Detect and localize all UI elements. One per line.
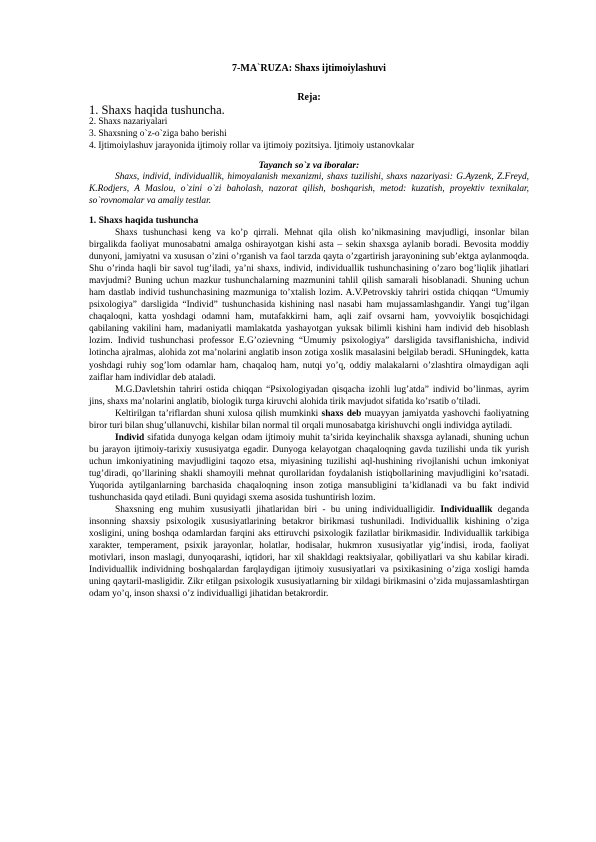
plan-item: 4. Ijtimoiylashuv jarayonida ijtimoiy rollar va ijtimoiy pozitsiya. Ijtimoiy ustanovkalar (89, 140, 415, 151)
paragraph (89, 408, 529, 432)
section-body (89, 227, 529, 600)
plan-list (89, 104, 529, 152)
paragraph-text: sifatida dunyoga kelgan odam ijtimoiy muhit ta’sirida keyinchalik shaxsga aylanadi, shuning uchun bu jarayon ijtimoiy-tarixiy xususiyatga egadir. Dunyoga kelayotgan chaqaloqning gavda tuzilishi unda tik yurish uchun imkoniyatining mavjudligini taqozo etsa, miyasining tuzilishi aql-hushining rivojlanishi uchun imkoniyat tug’diradi, qo’llarining shakli shamoyili mehnat qurollaridan foydalanish istiqbollarining mavjudligini ko’rsatadi. Yuqorida aytilganlarning barchasida chaqaloqning inson zotiga mansubligini ta’kidlanadi va bu fakt individ tushunchasida qayd etiladi. Buni quyidagi sxema asosida tushuntirish lozim. (89, 432, 529, 504)
plan-item: 3. Shaxsning o`z-o`ziga baho berishi (89, 128, 227, 139)
paragraph-text: Shaxsning eng muhim xususiyatli jihatlaridan biri - bu uning individualligidir. (115, 505, 435, 516)
paragraph (89, 504, 529, 600)
plan-item: 2. Shaxs nazariyalari (89, 117, 168, 127)
plan-item: 1. Shaxs haqida tushuncha. (89, 103, 225, 117)
plan-heading: Reja: (297, 92, 321, 103)
paragraph-text: Keltirilgan ta’riflardan shuni xulosa qilish mumkinki (115, 408, 319, 419)
paragraph-text: deganda insonning shaxsiy psixologik xususiyatlarining betakror birikmasi tushuniladi. Individuallik kishining o’ziga xosligini, uning boshqa odamlardan farqini aks ettiruvchi psixologik fazilatlar birikmasidir. Individuallik tarkibiga xarakter, temperament, psixik jarayonlar, holatlar, hodisalar, hukmron xususiyatlar yig’indisi, iroda, faoliyat motivlari, inson maslagi, dunyoqarashi, iqtidori, har xil shakldagi reaktsiyalar, qobiliyatlari va shu kabilar kiradi. Individuallik individning boshqalardan farqlaydigan ijtimoiy xususiyatlari va psixikasining o’ziga xosligi hamda uning qaytaril-masligidir. Zikr etilgan psixologik xususiyatlarning bir xildagi birikmasini o’zida mujassamlashtirgan odam yo’q, inson shaxsi o’z individualligi jihatidan betakrordir. (89, 505, 530, 600)
lecture-title: 7-MA`RUZA: Shaxs ijtimoiylashuvi (232, 63, 386, 74)
bold-term: Individ (115, 432, 145, 443)
section-heading: 1. Shaxs haqida tushuncha (89, 215, 199, 226)
paragraph: Shaxs tushunchasi keng va ko’p qirrali. Mehnat qila olish ko’nikmasining mavjudligi, insonlar bilan birgalikda faoliyat munosabatni amalga oshirayotgan kishi asta – sekin shaxsga aylanib boradi. Bevosita moddiy dunyoni, jamiyatni va xususan o’zini o’rganish va faol tarzda qayta o’zgartirish jarayonining sub’ektga aylanmoqda. Shu o’rinda haqli bir savol tug’iladi, ya’ni shaxs, individ, individuallik tushunchasining o’zaro bog’liqlik jihatlari mavjudmi? Buning uchun mazkur tushunchalarning mazmunini tahlil qilish samarali hisoblanadi. Shuning uchun ham dastlab individ tushunchasining mazmuniga to’xtalish lozim. A.V.Petrovskiy tahriri ostida chiqqan “Umumiy psixologiya” darsligida “Individ” tushunchasida kishining nasl nasabi ham mujassamlashgandir. Yangi tug’ilgan chaqaloqni, katta yoshdagi odamni ham, mutafakkirni ham, aqli zaif ovsarni ham, yovvoiylik bosqichidagi qabilaning vakilini ham, madaniyatli mamlakatda yashayotgan yuksak bilimli kishini ham individ deb hisoblash lozim. Individ tushunchasi professor E.G’ozievning “Umumiy psixologiya” darsligida tavsiflanishicha, individ lotincha ajralmas, alohida zot ma’nolarini anglatib inson zotiga xoslik masalasini belgilab beradi. SHuningdek, katta yoshdagi ruhiy sog’lom odamlar ham, chaqaloq ham, nutqi yo’q, oddiy malakalarni o’zlashtira olmaydigan aqli zaiflar ham individlar deb ataladi. (89, 228, 529, 383)
paragraph: M.G.Davletshin tahriri ostida chiqqan “Psixologiyadan qisqacha izohli lug’atda” individ bo’linmas, ayrim jins, shaxs ma’nolarini anglatib, biologik turga kiruvchi alohida tirik mavjudot sifatida ko’rsatib o’tiladi. (89, 384, 529, 407)
bold-term: shaxs deb (321, 408, 362, 419)
bold-term: Individuallik (440, 505, 493, 516)
paragraph (89, 432, 529, 504)
paragraph-text: muayyan jamiyatda yashovchi faoliyatning biror turi bilan shug’ullanuvchi, kishilar bilan normal til orqali munosabatga kirishuvchi ongli individga aytiladi. (89, 408, 529, 431)
keywords-heading: Tayanch so`z va iboralar: (258, 160, 360, 171)
keywords-text: Shaxs, individ, individuallik, himoyalanish mexanizmi, shaxs tuzilishi, shaxs nazariyasi: G.Ayzenk, Z.Freyd, K.Rodjers, A Maslou, o`zini o`zi baholash, nazorat qilish, boshqarish, metod: kuzatish, proyektiv texnikalar, so`rovnomalar va amaliy testlar. (89, 172, 529, 206)
